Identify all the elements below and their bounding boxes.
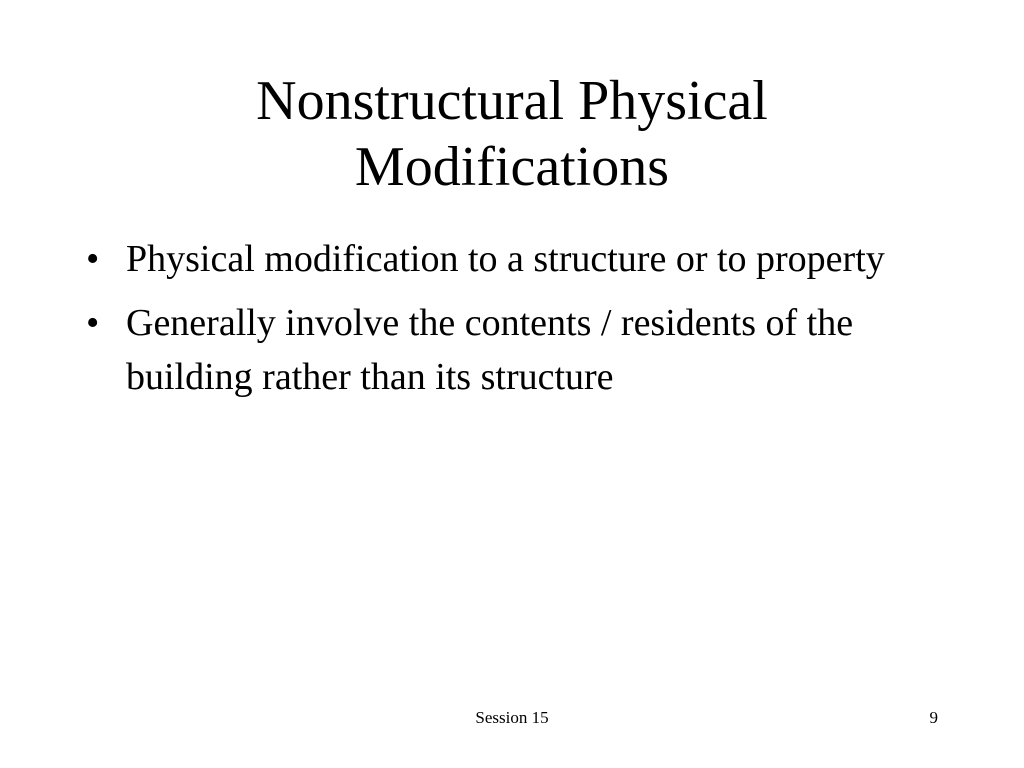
bullet-text: Generally involve the contents / residents of the building rather than its structure: [126, 302, 854, 398]
bullet-item: [86, 296, 956, 404]
footer-session-label: Session 15: [475, 708, 549, 727]
slide-title: [80, 68, 944, 200]
footer-page-number: 9: [929, 708, 938, 727]
bullet-marker: •: [86, 302, 100, 344]
bullet-list: [86, 232, 956, 414]
bullet-text: Physical modification to a structure or to property: [126, 238, 885, 280]
bullet-marker: •: [86, 238, 100, 280]
slide-title-line-1: Nonstructural Physical: [256, 70, 768, 132]
bullet-item: [86, 232, 956, 286]
slide-title-line-2: Modifications: [354, 136, 670, 198]
